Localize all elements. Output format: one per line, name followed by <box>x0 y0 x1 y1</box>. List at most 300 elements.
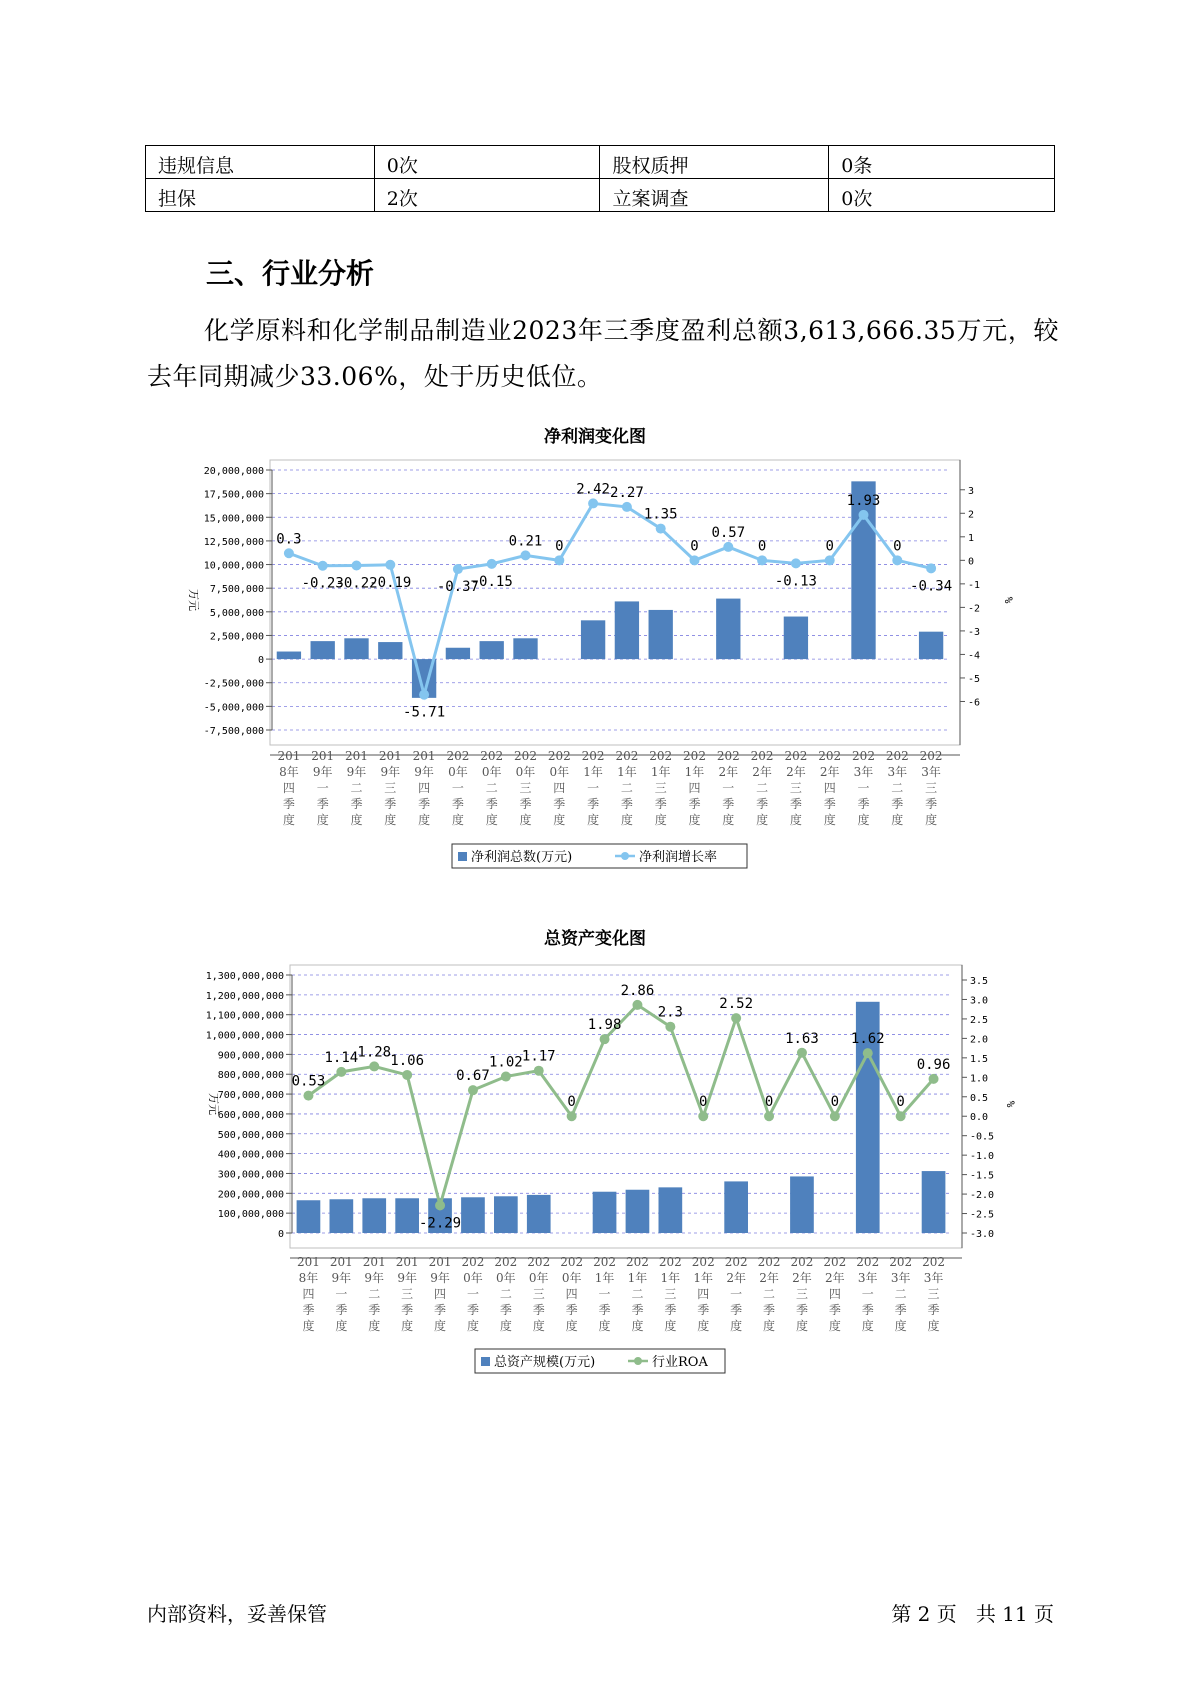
x-tick-label: 度 <box>925 813 938 827</box>
x-tick-label: 一 <box>857 781 870 795</box>
data-label: 1.17 <box>521 1048 556 1065</box>
line-point <box>757 555 767 565</box>
x-tick-label: 1年 <box>684 765 705 779</box>
x-tick-label: 三 <box>789 781 802 795</box>
x-tick-label: 0年 <box>448 765 468 779</box>
line-point <box>665 1022 675 1032</box>
bar <box>724 1181 748 1233</box>
x-tick-label: 度 <box>282 813 295 827</box>
x-tick-label: 度 <box>857 813 870 827</box>
line-point <box>521 550 531 560</box>
line-point <box>863 1048 873 1058</box>
x-tick-label: 度 <box>763 1319 776 1333</box>
x-tick-label: 9年 <box>380 765 401 779</box>
x-tick-label: 201 <box>395 1255 419 1269</box>
x-tick-label: 二 <box>891 781 904 795</box>
line-point <box>698 1111 708 1121</box>
x-tick-label: 度 <box>302 1319 315 1333</box>
x-tick-label: 度 <box>823 813 836 827</box>
x-tick-label: 度 <box>485 813 498 827</box>
x-tick-label: 季 <box>466 1303 479 1317</box>
line-point <box>567 1111 577 1121</box>
bar <box>378 642 402 659</box>
x-tick-label: 202 <box>446 749 470 763</box>
x-tick-label: 度 <box>730 1319 743 1333</box>
data-label: 0 <box>893 538 902 555</box>
x-tick-label: 0年 <box>561 1271 582 1285</box>
table-row <box>146 179 1055 212</box>
y-tick-label: 900,000,000 <box>217 1050 284 1062</box>
x-tick-label: 季 <box>763 1303 776 1317</box>
x-tick-label: 二 <box>756 781 769 795</box>
x-tick-label: 度 <box>789 813 802 827</box>
x-tick-label: 季 <box>795 1303 808 1317</box>
x-tick-label: 二 <box>350 781 363 795</box>
line-point <box>402 1070 412 1080</box>
x-tick-label: 二 <box>631 1287 644 1301</box>
bar <box>446 648 470 659</box>
line-point <box>468 1085 478 1095</box>
table-cell: 0次 <box>374 146 600 179</box>
x-tick-label: 度 <box>565 1319 578 1333</box>
series-line <box>289 503 931 694</box>
x-tick-label: 0年 <box>463 1271 483 1285</box>
x-tick-label: 季 <box>485 797 498 811</box>
x-tick-label: 202 <box>461 1255 485 1269</box>
x-tick-label: 201 <box>412 749 436 763</box>
data-label: 0.96 <box>916 1056 951 1073</box>
x-tick-label: 2年 <box>718 765 739 779</box>
data-label: 2.86 <box>620 982 655 999</box>
x-tick-label: 202 <box>750 749 774 763</box>
x-tick-label: 度 <box>316 813 329 827</box>
x-tick-label: 度 <box>927 1319 940 1333</box>
x-tick-label: 四 <box>697 1287 710 1301</box>
line-point <box>791 558 801 568</box>
x-tick-label: 202 <box>691 1255 715 1269</box>
footer-page-number: 第 2 页 共 11 页 <box>891 1602 1054 1626</box>
line-point <box>318 561 328 571</box>
x-tick-label: 2年 <box>752 765 772 779</box>
x-tick-label: 9年 <box>430 1271 450 1285</box>
x-tick-label: 度 <box>861 1319 874 1333</box>
y-tick-label: 500,000,000 <box>217 1129 284 1141</box>
x-tick-label: 201 <box>428 1255 452 1269</box>
x-tick-label: 一 <box>587 781 600 795</box>
x-tick-label: 季 <box>857 797 870 811</box>
line-point <box>830 1111 840 1121</box>
x-tick-label: 季 <box>316 797 329 811</box>
analysis-paragraph: 化学原料和化学制品制造业2023年三季度盈利总额3,613,666.35万元，较去年同期减少33.06%，处于历史低位。 <box>147 316 1059 391</box>
legend-bar-swatch <box>458 852 467 861</box>
x-tick-label: 季 <box>722 797 735 811</box>
y-tick-label: 1,300,000,000 <box>205 971 284 982</box>
x-tick-label: 1年 <box>583 765 603 779</box>
x-tick-label: 9年 <box>312 765 333 779</box>
y-axis-label: 万元 <box>187 589 200 611</box>
y-tick-label: 600,000,000 <box>217 1109 284 1121</box>
x-tick-label: 0年 <box>515 765 536 779</box>
x-tick-label: 一 <box>598 1287 611 1301</box>
x-tick-label: 202 <box>790 1255 814 1269</box>
x-tick-label: 季 <box>532 1303 545 1317</box>
x-tick-label: 四 <box>828 1287 841 1301</box>
line-point <box>487 559 497 569</box>
table-cell: 担保 <box>146 179 375 212</box>
x-tick-label: 0年 <box>496 1271 516 1285</box>
data-label: 2.52 <box>719 996 754 1013</box>
net-profit-chart <box>0 420 1191 884</box>
x-tick-label: 三 <box>532 1287 545 1301</box>
y2-tick-label: -1.5 <box>970 1170 995 1182</box>
line-point <box>336 1067 346 1077</box>
y2-tick-label: -2.0 <box>970 1190 995 1202</box>
y-tick-label: -7,500,000 <box>203 726 264 737</box>
line-point <box>825 555 835 565</box>
line-point <box>554 555 564 565</box>
data-label: 2.42 <box>576 481 610 498</box>
y2-tick-label: -2.5 <box>970 1209 995 1221</box>
x-tick-label: 一 <box>861 1287 874 1301</box>
y-tick-label: 17,500,000 <box>203 489 264 501</box>
data-label: 0 <box>896 1094 905 1111</box>
x-tick-label: 季 <box>789 797 802 811</box>
data-label: -0.15 <box>470 573 513 590</box>
y2-tick-label: -2 <box>968 603 981 615</box>
x-tick-label: 度 <box>664 1319 677 1333</box>
footer-confidential: 内部资料，妥善保管 <box>147 1602 327 1626</box>
x-tick-label: 201 <box>277 749 301 763</box>
bar <box>593 1192 617 1233</box>
x-tick-label: 1年 <box>594 1271 615 1285</box>
x-tick-label: 度 <box>697 1319 710 1333</box>
total-assets-chart <box>0 920 1191 1384</box>
x-tick-label: 度 <box>368 1319 381 1333</box>
data-label: 0.57 <box>711 524 746 541</box>
bar <box>922 1171 946 1233</box>
x-tick-label: 201 <box>296 1255 320 1269</box>
legend-line-marker <box>621 852 629 860</box>
x-tick-label: 四 <box>553 781 566 795</box>
line-point <box>501 1072 511 1082</box>
bar <box>330 1199 354 1233</box>
line-point <box>929 1074 939 1084</box>
table-cell: 2次 <box>374 179 600 212</box>
table-cell: 0条 <box>829 146 1055 179</box>
x-tick-label: 二 <box>894 1287 907 1301</box>
data-label: 0 <box>764 1094 774 1111</box>
x-tick-label: 季 <box>384 797 397 811</box>
line-point <box>892 555 902 565</box>
x-tick-label: 202 <box>658 1255 682 1269</box>
x-tick-label: 季 <box>861 1303 874 1317</box>
x-tick-label: 2年 <box>792 1271 812 1285</box>
x-tick-label: 9年 <box>346 765 367 779</box>
x-tick-label: 季 <box>894 1303 907 1317</box>
x-tick-label: 202 <box>593 1255 617 1269</box>
legend-bar-label: 总资产规模(万元) <box>494 1355 596 1370</box>
x-tick-label: 季 <box>598 1303 611 1317</box>
x-tick-label: 度 <box>466 1319 479 1333</box>
data-label: -0.13 <box>774 573 817 590</box>
line-point <box>369 1061 379 1071</box>
x-tick-label: 201 <box>378 749 402 763</box>
x-tick-label: 度 <box>598 1319 611 1333</box>
line-point <box>797 1048 807 1058</box>
y-tick-label: 12,500,000 <box>203 536 264 548</box>
x-tick-label: 季 <box>688 797 701 811</box>
x-tick-label: 季 <box>730 1303 743 1317</box>
x-tick-label: 一 <box>335 1287 348 1301</box>
x-tick-label: 季 <box>401 1303 414 1317</box>
bar <box>480 641 504 659</box>
x-tick-label: 度 <box>795 1319 808 1333</box>
line-point <box>632 1000 642 1010</box>
x-tick-label: 四 <box>688 781 701 795</box>
x-tick-label: 季 <box>828 1303 841 1317</box>
x-tick-label: 度 <box>654 813 667 827</box>
line-point <box>656 524 666 534</box>
y-tick-label: 700,000,000 <box>217 1090 284 1102</box>
table-cell: 立案调查 <box>600 179 829 212</box>
x-tick-label: 3年 <box>887 765 908 779</box>
x-tick-label: 度 <box>722 813 735 827</box>
bar <box>919 632 943 659</box>
y-tick-label: 1,100,000,000 <box>205 1010 284 1022</box>
total-assets-chart-svg <box>0 920 1191 1380</box>
line-point <box>453 564 463 574</box>
line-point <box>622 502 632 512</box>
y2-tick-label: 0.5 <box>970 1092 989 1104</box>
x-tick-label: 三 <box>401 1287 414 1301</box>
x-tick-label: 202 <box>852 749 875 763</box>
x-tick-label: 二 <box>763 1287 776 1301</box>
y2-tick-label: -4 <box>968 650 981 662</box>
data-label: 1.14 <box>324 1049 359 1066</box>
x-tick-label: 三 <box>519 781 532 795</box>
x-tick-label: 202 <box>757 1255 781 1269</box>
x-tick-label: 1年 <box>650 765 671 779</box>
x-tick-label: 三 <box>664 1287 677 1301</box>
y-tick-label: -2,500,000 <box>203 678 264 690</box>
bar <box>395 1198 419 1233</box>
x-tick-label: 季 <box>282 797 295 811</box>
y2-tick-label: -0.5 <box>970 1131 995 1143</box>
x-tick-label: 一 <box>722 781 735 795</box>
y2-tick-label: 1.5 <box>970 1053 989 1065</box>
line-point <box>600 1034 610 1044</box>
x-tick-label: 季 <box>519 797 532 811</box>
x-tick-label: 2年 <box>825 1271 845 1285</box>
x-tick-label: 季 <box>756 797 769 811</box>
x-tick-label: 季 <box>925 797 938 811</box>
x-tick-label: 0年 <box>549 765 570 779</box>
data-label: 1.62 <box>850 1031 885 1048</box>
net-profit-chart-svg <box>0 420 1191 880</box>
x-tick-label: 202 <box>919 749 943 763</box>
legend-line-marker <box>634 1357 642 1365</box>
x-tick-label: 度 <box>401 1319 414 1333</box>
data-label: 2.27 <box>610 484 644 501</box>
x-tick-label: 201 <box>345 749 368 763</box>
bar <box>311 641 335 659</box>
y2-tick-label: 3 <box>968 485 975 497</box>
x-tick-label: 8年 <box>279 765 299 779</box>
line-point <box>303 1091 313 1101</box>
line-point <box>284 548 294 558</box>
y-tick-label: 10,000,000 <box>203 560 264 572</box>
x-tick-label: 季 <box>434 1303 447 1317</box>
bar <box>494 1196 518 1233</box>
x-tick-label: 202 <box>560 1255 584 1269</box>
x-tick-label: 二 <box>499 1287 512 1301</box>
y2-tick-label: 0 <box>968 556 975 568</box>
x-tick-label: 202 <box>649 749 673 763</box>
legend-line-label: 净利润增长率 <box>639 850 718 865</box>
data-label: 0 <box>830 1094 840 1111</box>
x-tick-label: 202 <box>683 749 706 763</box>
x-tick-label: 季 <box>553 797 566 811</box>
x-tick-label: 季 <box>891 797 904 811</box>
line-point <box>419 690 429 700</box>
x-tick-label: 度 <box>418 813 431 827</box>
x-tick-label: 1年 <box>617 765 637 779</box>
data-label: -0.19 <box>369 574 412 591</box>
bar <box>297 1200 321 1233</box>
x-tick-label: 季 <box>620 797 633 811</box>
x-tick-label: 9年 <box>414 765 434 779</box>
data-label: -5.71 <box>403 704 446 721</box>
x-tick-label: 季 <box>418 797 431 811</box>
x-tick-label: 季 <box>350 797 363 811</box>
y2-tick-label: 2 <box>968 509 975 521</box>
bar <box>790 1176 814 1233</box>
x-tick-label: 度 <box>335 1319 348 1333</box>
x-tick-label: 一 <box>316 781 329 795</box>
bar <box>784 617 808 660</box>
x-tick-label: 三 <box>927 1287 940 1301</box>
x-tick-label: 四 <box>282 781 295 795</box>
x-tick-label: 202 <box>625 1255 649 1269</box>
y2-tick-label: -3 <box>968 626 981 638</box>
line-point <box>534 1066 544 1076</box>
x-tick-label: 度 <box>631 1319 644 1333</box>
x-tick-label: 0年 <box>481 765 502 779</box>
x-tick-label: 201 <box>362 1255 386 1269</box>
x-tick-label: 202 <box>889 1255 913 1269</box>
line-point <box>435 1200 445 1210</box>
y-tick-label: 2,500,000 <box>209 631 264 643</box>
data-label: -0.37 <box>436 579 479 596</box>
bar <box>659 1187 683 1233</box>
x-tick-label: 季 <box>499 1303 512 1317</box>
data-label: 0.3 <box>276 531 302 548</box>
y2-tick-label: -6 <box>968 697 981 709</box>
x-tick-label: 3年 <box>890 1271 911 1285</box>
y2-tick-label: 3.0 <box>970 995 989 1007</box>
x-tick-label: 1年 <box>660 1271 681 1285</box>
data-label: 0 <box>757 538 767 555</box>
y-tick-label: 300,000,000 <box>217 1169 284 1181</box>
data-label: 1.63 <box>785 1030 819 1047</box>
x-tick-label: 度 <box>756 813 769 827</box>
table-cell: 0次 <box>829 179 1055 212</box>
data-label: 0 <box>555 538 564 555</box>
x-tick-label: 8年 <box>298 1271 319 1285</box>
x-tick-label: 度 <box>891 813 904 827</box>
x-tick-label: 季 <box>368 1303 381 1317</box>
x-tick-label: 季 <box>823 797 836 811</box>
y-tick-label: 800,000,000 <box>217 1070 284 1082</box>
y-tick-label: -5,000,000 <box>203 702 264 714</box>
y-tick-label: 0 <box>277 1229 284 1240</box>
bar <box>615 601 639 659</box>
bar <box>461 1197 485 1233</box>
data-label: -0.23 <box>301 575 344 592</box>
x-tick-label: 2年 <box>759 1271 779 1285</box>
x-tick-label: 202 <box>527 1255 551 1269</box>
x-tick-label: 二 <box>485 781 498 795</box>
data-label: 0.67 <box>456 1068 490 1085</box>
bar <box>626 1190 650 1233</box>
data-label: 0 <box>699 1094 708 1111</box>
line-point <box>926 563 936 573</box>
x-tick-label: 季 <box>451 797 464 811</box>
chart-title: 净利润变化图 <box>544 427 646 447</box>
x-tick-label: 度 <box>519 813 532 827</box>
x-tick-label: 三 <box>925 781 938 795</box>
x-tick-label: 1年 <box>693 1271 714 1285</box>
x-tick-label: 0年 <box>528 1271 549 1285</box>
data-label: -2.29 <box>418 1215 462 1232</box>
x-tick-label: 度 <box>828 1319 841 1333</box>
x-tick-label: 2年 <box>726 1271 746 1285</box>
x-tick-label: 季 <box>565 1303 578 1317</box>
x-tick-label: 202 <box>716 749 740 763</box>
y2-tick-label: 0.0 <box>970 1112 989 1124</box>
x-tick-label: 季 <box>654 797 667 811</box>
y2-axis-label: % <box>1004 1100 1017 1108</box>
y-tick-label: 400,000,000 <box>217 1149 284 1161</box>
data-label: 0 <box>567 1094 576 1111</box>
data-label: 1.35 <box>643 506 678 523</box>
bar <box>513 638 537 659</box>
bar <box>527 1195 551 1233</box>
y-tick-label: 5,000,000 <box>209 607 264 619</box>
data-label: -0.22 <box>335 575 378 592</box>
y2-tick-label: 1 <box>968 532 975 544</box>
y-tick-label: 200,000,000 <box>217 1189 284 1201</box>
table-cell: 违规信息 <box>146 146 375 179</box>
bar <box>362 1198 386 1233</box>
info-table <box>145 145 1055 212</box>
y2-tick-label: 2.0 <box>970 1034 989 1046</box>
x-tick-label: 度 <box>688 813 701 827</box>
x-tick-label: 季 <box>697 1303 710 1317</box>
y-tick-label: 20,000,000 <box>203 466 264 477</box>
x-tick-label: 9年 <box>331 1271 352 1285</box>
x-tick-label: 三 <box>795 1287 808 1301</box>
x-tick-label: 度 <box>553 813 566 827</box>
y2-tick-label: -5 <box>968 673 981 685</box>
x-tick-label: 度 <box>384 813 397 827</box>
x-tick-label: 202 <box>784 749 808 763</box>
chart-title: 总资产变化图 <box>544 929 646 949</box>
x-tick-label: 3年 <box>857 1271 878 1285</box>
x-tick-label: 3年 <box>853 765 874 779</box>
x-tick-label: 度 <box>532 1319 545 1333</box>
line-point <box>764 1111 774 1121</box>
